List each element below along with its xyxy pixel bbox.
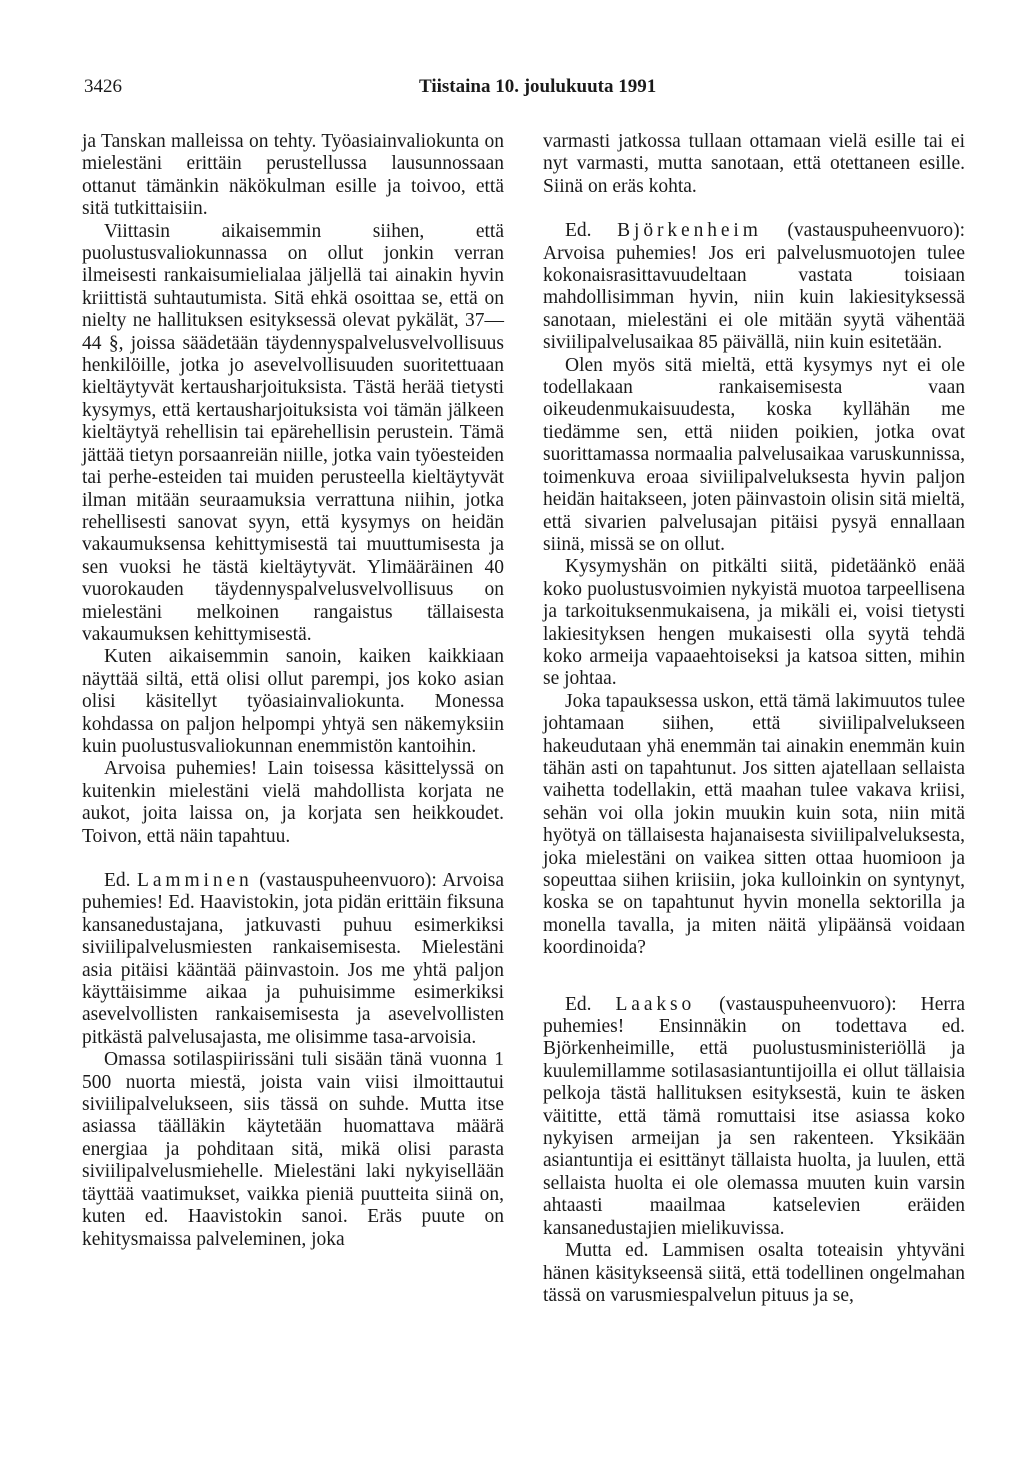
speech-text: (vastauspuheenvuoro): Arvoisa puhemies! Jos eri palvelusmuotojen tulee kokonaisrasittavuudeltaan vastata toisiaan mahdollisimman hyvin, niin kuin lakiesityksessä sanotaan, mielestäni ei ole mitään syytä vähentää siviilipalvelusaikaa 85 päivällä, niin kuin esitetään. — [543, 220, 965, 354]
left-column — [82, 131, 504, 1251]
running-title: Tiistaina 10. joulukuuta 1991 — [419, 76, 657, 97]
paragraph: ja Tanskan malleissa on tehty. Työasiainvaliokunta on mielestäni erittäin perustellussa lausunnossaan ottanut tämänkin näkökulman esille ja toivoo, että sitä tutkittaisiin. — [82, 131, 504, 220]
paragraph: Viittasin aikaisemmin siihen, että puolustusvaliokunnassa on ollut jonkin verran ilmeisesti rankaisumielialaa jäljellä tai ainakin hyvin kriittistä suhtautumista. Sitä ehkä osoittaa se, että on nielty ne hallituksen esityksessä olevat pykälät, 37—44 §, joissa säädetään täydennyspalvelusvelvollisuus henkilöille, jotka jo asevelvollisuuden suoritettuaan kieltäytyvät kertausharjoituksista. Tästä herää tietysti kysymys, että kertausharjoituksista voi tämän jälkeen kieltäytyä rehellisin tai epärehellisin perustein. Tämä jättää tietyn porsaanreiän niille, jotka vain työesteiden tai perhe-esteiden tai muiden perusteella kieltäytyvät ilman mitään seuraamuksia verrattuna niihin, jotka rehellisesti sanovat syyn, että kysymys on heidän vakaumuksensa kehittymisestä tai muuttumisesta ja sen vuoksi he tästä kieltäytyvät. Ylimääräinen 40 vuorokauden täydennyspalvelusvelvollisuus on mielestäni melkoinen rangaistus tällaisesta vakaumuksen kehittymisestä. — [82, 220, 504, 645]
speaker-name: Björkenheim — [617, 220, 762, 242]
speaker-prefix: Ed. — [565, 993, 616, 1015]
paragraph: Mutta ed. Lammisen osalta toteaisin yhtyväni hänen käsitykseensä siitä, että todellinen ongelmahan tässä on varusmiespalvelun pituus ja se, — [543, 1240, 965, 1306]
paragraph: Arvoisa puhemies! Lain toisessa käsittelyssä on kuitenkin mielestäni vielä mahdollista korjata ne aukot, joita laissa on, ja korjata sen heikkoudet. Toivon, että näin tapahtuu. — [82, 758, 504, 847]
speaker-prefix: Ed. — [104, 870, 138, 891]
paragraph: Kuten aikaisemmin sanoin, kaiken kaikkiaan näyttää siltä, että olisi ollut parempi, jos koko asian olisi käsitellyt työasiainvaliokunta. Monessa kohdassa on paljon helpompi yhtyä sen näkemyksiin kuin puolustusvaliokunnan enemmistön kantoihin. — [82, 646, 504, 757]
speaker-prefix: Ed. — [565, 220, 618, 242]
speech-bjorkenheim — [543, 220, 965, 354]
paragraph: Joka tapauksessa uskon, että tämä lakimuutos tulee johtamaan siihen, että siviilipalvelukseen hakeudutaan yhä enemmän tai ainakin enemmän kuin tähän asti on tapahtunut. Jos sitten ajatellaan sellaista vaihetta todellakin, että maahan tulee vakava kriisi, sehän voi olla jokin muukin kuin sota, niin mitä hyötyä on tällaisesta hajanaisesta siviilipalveluksesta, joka mielestäni on vaikea sitten ottaa huomioon ja sopeuttaa siihen kriisiin, joka kulloinkin on syntynyt, koska se on tapahtunut hyvin monella sektorilla ja monella tavalla, ja miten näitä ylipäänsä voidaan koordinoida? — [543, 690, 965, 959]
paragraph: Omassa sotilaspiirissäni tuli sisään tänä vuonna 1 500 nuorta miestä, joista vain viisi ilmoittautui siviilipalvelukseen, siis tässä on suhde. Mutta itse asiassa täälläkin käytetään huomattava määrä energiaa ja pohditaan sitä, mikä olisi parasta siviilipalvelusmiehelle. Mielestäni laki nykyisellään täyttää vaatimukset, vaikka pieniä puutteita siinä on, kuten ed. Haavistokin sanoi. Eräs puute on kehitysmaissa palveleminen, joka — [82, 1049, 504, 1250]
paragraph: Olen myös sitä mieltä, että kysymys nyt ei ole todellakaan rankaisemisesta vaan oikeudenmukaisuudesta, koska kyllähän me tiedämme sen, että niiden poikien, jotka ovat suorittamassa normaalia palvelusaikaa varuskunnissa, toimenkuva eroaa siviilipalveluksesta hyvin paljon heidän haitakseen, joten päinvastoin olisin sitä mieltä, että sivarien palvelusajan pitäisi pysyä ennallaan siinä, missä se on ollut. — [543, 354, 965, 555]
speech-lamminen — [82, 870, 504, 1049]
speaker-name: Lamminen — [137, 870, 253, 891]
speech-laakso — [543, 994, 965, 1240]
page-number: 3426 — [84, 76, 122, 97]
speaker-name: Laakso — [615, 993, 696, 1015]
paragraph: Kysymyshän on pitkälti siitä, pidetäänkö enää koko puolustusvoimien nykyistä muotoa tarpeellisena ja tarkoituksenmukaisena, ja mikäli ei, voisi tietysti lakiesityksen hengen mukaisesti olla syytä tehdä koko armeija vapaaehtoiseksi ja katsoa sitten, mihin se johtaa. — [543, 556, 965, 690]
paragraph: varmasti jatkossa tullaan ottamaan vielä esille tai ei nyt varmasti, mutta sanotaan, että otettaneen esille. Siinä on eräs kohta. — [543, 131, 965, 197]
right-column — [543, 131, 965, 1307]
speech-text: (vastauspuheenvuoro): Herra puhemies! Ensinnäkin on todettava ed. Björkenheimille, että puolustusministeriöllä ja kuulemillamme sotilasasiantuntijoilla ei ollut tällaisia pelkoja tästä hallituksen esityksestä, kuin te äsken väititte, että tämä romuttaisi itse asiassa koko nykyisen armeijan ja sen rakenteen. Yksikään asiantuntija ei esittänyt tällaista huolta, ja luulen, että sellaista huolta ei ole olemassa muuten kuin varsin ahtaasti maailmaa katselevien eräiden kansanedustajien mielikuvissa. — [543, 993, 965, 1239]
speech-text: (vastauspuheenvuoro): Arvoisa puhemies! Ed. Haavistokin, jota pidän erittäin fiksuna kansanedustajana, jatkuvasti puhuu esimerkiksi siviilipalvelusmiesten rankaisemisesta. Mielestäni asia pitäisi kääntää päinvastoin. Jos me yhtä paljon käyttäisimme aikaa ja puhuisimme esimerkiksi asevelvollisten rankaisemisesta ja asevelvollisten pitkästä palvelusajasta, me olisimme tasa-arvoisia. — [82, 870, 504, 1048]
